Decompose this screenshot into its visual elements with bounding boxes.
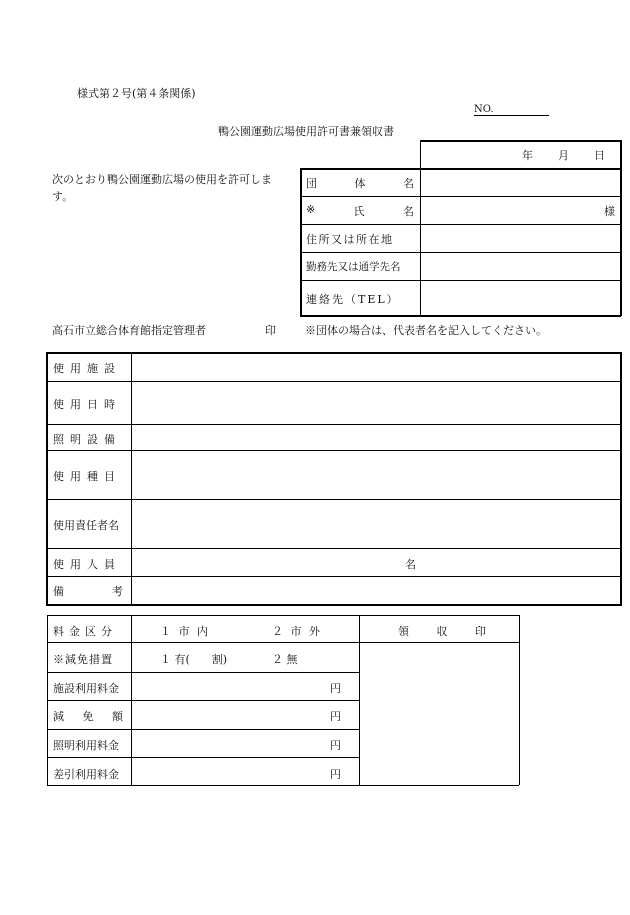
facility-fee-field[interactable] <box>133 674 328 699</box>
document-title: 鴨公園運動広場使用許可書兼領収書 <box>218 125 394 138</box>
intro-text: 次のとおり鴨公園運動広場の使用を許可します。 <box>52 173 272 203</box>
receipt-seal-label: 領 収 印 <box>398 625 486 638</box>
organization-field[interactable] <box>422 170 618 195</box>
remarks-field[interactable] <box>133 578 619 603</box>
representative-note: ※団体の場合は、代表者名を記入してください。 <box>305 324 547 337</box>
name-label: ※ 氏 名 <box>306 203 414 218</box>
responsible-field[interactable] <box>133 501 619 547</box>
facility-fee-label: 施設利用料金 <box>53 682 119 695</box>
lighting-fee-field[interactable] <box>133 731 328 756</box>
contact-field[interactable] <box>422 282 618 314</box>
responsible-label: 使用責任者名 <box>53 519 119 532</box>
discount-yen: 円 <box>330 710 341 723</box>
name-field[interactable] <box>422 198 602 223</box>
net-fee-yen: 円 <box>330 768 341 781</box>
fee-category-label: 料金区分 <box>53 625 117 638</box>
lighting-fee-yen: 円 <box>330 739 341 752</box>
form-number: 様式第２号(第４条関係) <box>77 87 196 100</box>
workplace-label: 勤務先又は通学先名 <box>306 261 401 273</box>
address-field[interactable] <box>422 226 618 251</box>
fee-category-inside-city[interactable]: １ 市 内 <box>160 625 210 638</box>
fee-category-outside-city[interactable]: ２ 市 外 <box>272 625 322 638</box>
no-label: NO. <box>474 104 494 115</box>
lighting-fee-label: 照明利用料金 <box>53 739 119 752</box>
workplace-field[interactable] <box>422 254 618 279</box>
people-field[interactable] <box>133 550 403 575</box>
date-month: 月 <box>558 149 569 162</box>
reduction-yes-option[interactable]: １ 有( 割) <box>160 653 228 666</box>
lighting-field[interactable] <box>133 426 619 449</box>
net-fee-label: 差引利用料金 <box>53 768 119 781</box>
manager-name: 高石市立総合体育館指定管理者 <box>52 324 206 337</box>
event-label: 使用種目 <box>53 470 121 483</box>
reduction-no-option[interactable]: ２ 無 <box>272 653 298 666</box>
datetime-field[interactable] <box>133 383 619 423</box>
facility-fee-yen: 円 <box>330 682 341 695</box>
event-field[interactable] <box>133 452 619 498</box>
facility-field[interactable] <box>133 355 619 380</box>
document-number[interactable] <box>474 104 549 116</box>
organization-label: 団 体 名 <box>306 177 414 190</box>
contact-label: 連絡先（TEL） <box>306 293 400 306</box>
date-year: 年 <box>522 149 533 162</box>
lighting-label: 照明設備 <box>53 433 121 446</box>
people-label: 使用人員 <box>53 558 121 571</box>
net-fee-field[interactable] <box>133 759 328 784</box>
datetime-label: 使用日時 <box>53 398 121 411</box>
remarks-label: 備 考 <box>53 585 123 598</box>
date-day: 日 <box>594 149 605 162</box>
reduction-label: ※減免措置 <box>53 653 113 666</box>
receipt-seal-box[interactable] <box>361 644 518 784</box>
manager-seal: 印 <box>265 324 276 337</box>
discount-field[interactable] <box>133 702 328 728</box>
name-suffix: 様 <box>604 205 615 218</box>
facility-label: 使用施設 <box>53 362 121 375</box>
people-unit: 名 <box>405 558 416 571</box>
address-label: 住所又は所在地 <box>306 233 394 246</box>
discount-label: 減 免 額 <box>53 710 123 723</box>
